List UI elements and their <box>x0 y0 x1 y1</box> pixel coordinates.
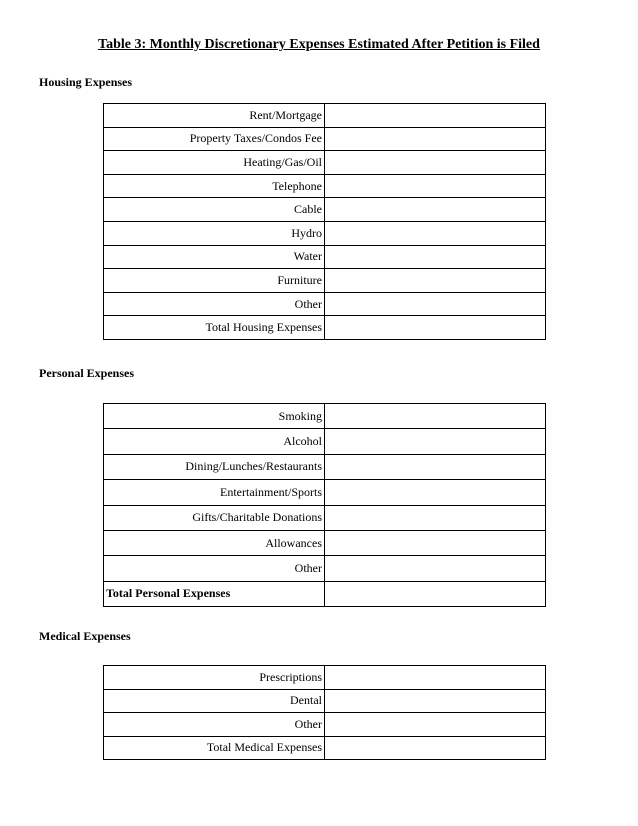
table-row <box>104 316 546 340</box>
amount-cell[interactable] <box>325 689 546 713</box>
row-label: Other <box>104 292 325 316</box>
personal-table <box>103 403 546 607</box>
table-row <box>104 556 546 581</box>
table-row <box>104 480 546 505</box>
personal-heading: Personal Expenses <box>39 366 135 380</box>
amount-cell[interactable] <box>325 292 546 316</box>
table-row <box>104 736 546 760</box>
table-row <box>104 454 546 479</box>
row-label: Heating/Gas/Oil <box>104 151 325 175</box>
total-label: Total Medical Expenses <box>104 736 325 760</box>
table-row <box>104 292 546 316</box>
amount-cell[interactable] <box>325 404 546 429</box>
row-label: Alcohol <box>104 429 325 454</box>
total-label: Total Housing Expenses <box>104 316 325 340</box>
table-row <box>104 221 546 245</box>
amount-cell[interactable] <box>325 666 546 690</box>
row-label: Other <box>104 713 325 737</box>
table-row <box>104 127 546 151</box>
table-row <box>104 530 546 555</box>
amount-cell[interactable] <box>325 198 546 222</box>
total-amount-cell[interactable] <box>325 736 546 760</box>
row-label: Other <box>104 556 325 581</box>
amount-cell[interactable] <box>325 429 546 454</box>
row-label: Cable <box>104 198 325 222</box>
table-row <box>104 174 546 198</box>
amount-cell[interactable] <box>325 104 546 128</box>
total-amount-cell[interactable] <box>325 581 546 606</box>
table-row <box>104 404 546 429</box>
row-label: Furniture <box>104 269 325 293</box>
table-row <box>104 505 546 530</box>
amount-cell[interactable] <box>325 505 546 530</box>
amount-cell[interactable] <box>325 151 546 175</box>
total-amount-cell[interactable] <box>325 316 546 340</box>
row-label: Water <box>104 245 325 269</box>
amount-cell[interactable] <box>325 174 546 198</box>
row-label: Gifts/Charitable Donations <box>104 505 325 530</box>
row-label: Property Taxes/Condos Fee <box>104 127 325 151</box>
table-row <box>104 104 546 128</box>
row-label: Dental <box>104 689 325 713</box>
amount-cell[interactable] <box>325 556 546 581</box>
row-label: Prescriptions <box>104 666 325 690</box>
table-row <box>104 245 546 269</box>
amount-cell[interactable] <box>325 245 546 269</box>
row-label: Telephone <box>104 174 325 198</box>
table-row <box>104 198 546 222</box>
row-label: Smoking <box>104 404 325 429</box>
row-label: Rent/Mortgage <box>104 104 325 128</box>
housing-heading: Housing Expenses <box>39 75 133 89</box>
amount-cell[interactable] <box>325 454 546 479</box>
amount-cell[interactable] <box>325 713 546 737</box>
medical-heading: Medical Expenses <box>39 629 131 643</box>
table-row <box>104 581 546 606</box>
amount-cell[interactable] <box>325 127 546 151</box>
table-row <box>104 713 546 737</box>
amount-cell[interactable] <box>325 480 546 505</box>
row-label: Dining/Lunches/Restaurants <box>104 454 325 479</box>
total-label: Total Personal Expenses <box>104 581 325 606</box>
amount-cell[interactable] <box>325 221 546 245</box>
table-row <box>104 429 546 454</box>
table-row <box>104 689 546 713</box>
row-label: Allowances <box>104 530 325 555</box>
amount-cell[interactable] <box>325 269 546 293</box>
page-title: Table 3: Monthly Discretionary Expenses Estimated After Petition is Filed <box>98 37 540 52</box>
medical-table <box>103 665 546 760</box>
table-row <box>104 151 546 175</box>
table-row <box>104 666 546 690</box>
housing-table <box>103 103 546 340</box>
row-label: Entertainment/Sports <box>104 480 325 505</box>
row-label: Hydro <box>104 221 325 245</box>
amount-cell[interactable] <box>325 530 546 555</box>
table-row <box>104 269 546 293</box>
